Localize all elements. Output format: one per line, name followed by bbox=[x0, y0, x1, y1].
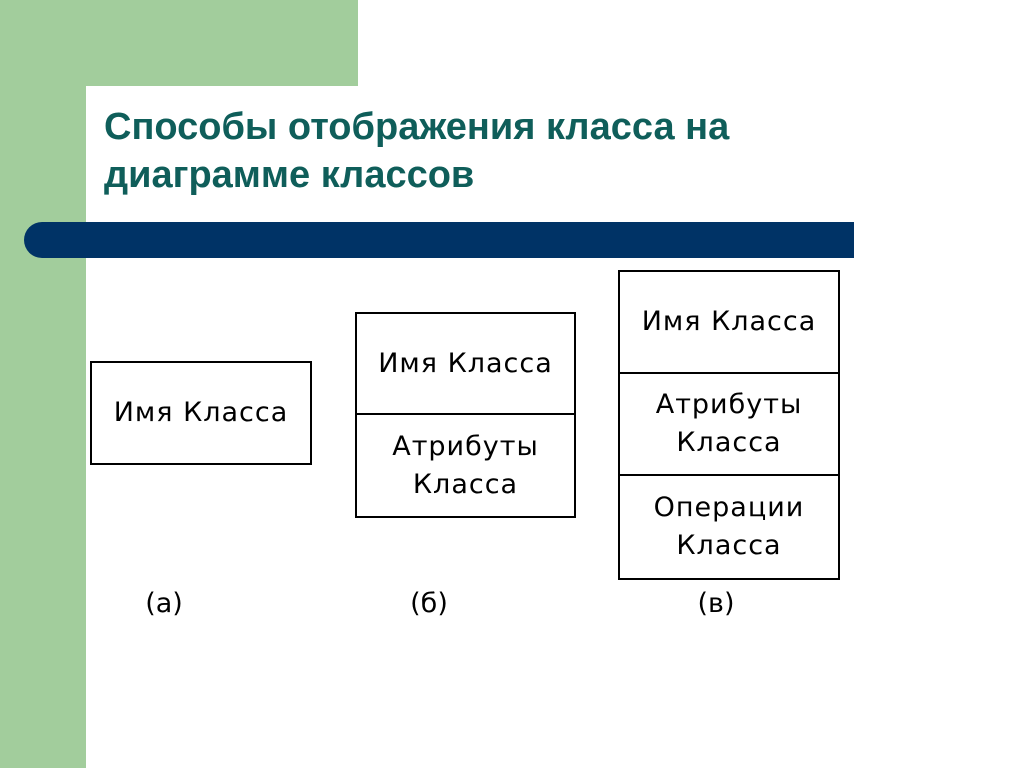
class-name-compartment bbox=[357, 314, 574, 415]
attributes-label-line-1: Атрибуты bbox=[392, 430, 539, 462]
class-box-b bbox=[355, 312, 576, 518]
attributes-label-line-1: Атрибуты bbox=[655, 389, 803, 420]
class-name-compartment bbox=[92, 363, 310, 463]
operations-compartment bbox=[620, 476, 838, 578]
figure-label-b: (б) bbox=[410, 588, 448, 619]
figure-label-a: (а) bbox=[145, 588, 183, 619]
class-name-label: Имя Класса bbox=[641, 306, 817, 337]
green-sidebar bbox=[0, 0, 86, 768]
operations-label-line-2: Класса bbox=[676, 530, 782, 561]
attributes-compartment bbox=[620, 374, 838, 476]
slide-title-line-2: диаграмме классов bbox=[104, 154, 475, 196]
class-name-compartment bbox=[620, 272, 838, 374]
title-underline-bar bbox=[24, 222, 854, 258]
figure-label-c: (в) bbox=[697, 588, 735, 619]
class-box-a bbox=[90, 361, 312, 465]
class-name-label: Имя Класса bbox=[113, 397, 289, 428]
attributes-label-line-2: Класса bbox=[676, 427, 782, 458]
green-top-band bbox=[0, 0, 358, 86]
attributes-compartment bbox=[357, 415, 574, 516]
operations-label-line-1: Операции bbox=[653, 492, 805, 523]
class-box-c bbox=[618, 270, 840, 580]
slide-title-line-1: Способы отображения класса на bbox=[104, 106, 730, 148]
slide-title bbox=[104, 103, 904, 199]
attributes-label-line-2: Класса bbox=[412, 468, 519, 500]
class-name-label: Имя Класса bbox=[378, 347, 553, 379]
